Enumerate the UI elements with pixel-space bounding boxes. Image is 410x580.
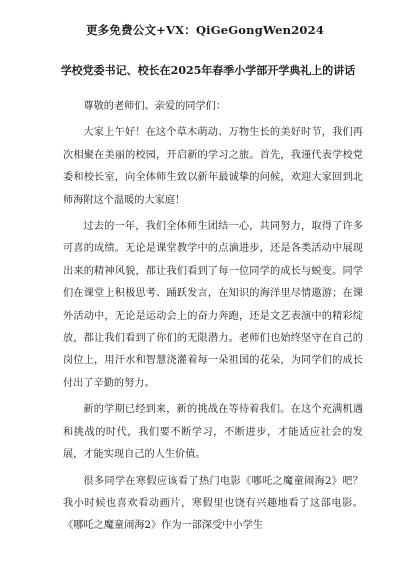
paragraph: 很多同学在寒假应该看了热门电影《哪吒之魔童闹海2》吧？我小时候也喜欢看动画片，寒假里也饶有兴趣地看了这部电影。《哪吒之魔童闹海2》作为一部深受中小学生 xyxy=(63,475,363,532)
paragraph: 新的学期已经到来，新的挑战在等待着我们。在这个充满机遇和挑战的时代，我们要不断学习，不断进步，才能适应社会的发展，才能实现自己的人生价值。 xyxy=(63,404,363,461)
document-body xyxy=(63,96,363,542)
salutation: 尊敬的老师们、亲爱的同学们： xyxy=(83,101,227,112)
paragraph: 大家上午好！在这个草木萌动、万物生长的美好时节，我们再次相聚在美丽的校园，开启新的学习之旅。首先，我谨代表学校党委和校长室，向全体师生致以新年最诚挚的问候，欢迎大家回到北师海附这个温暖的大家庭！ xyxy=(63,127,363,206)
paragraph: 过去的一年，我们全体师生团结一心，共同努力，取得了许多可喜的成绩。无论是课堂教学中的点滴进步，还是各类活动中展现出来的精神风貌，都让我们看到了每一位同学的成长与蜕变。同学们在课堂上积极思考、踊跃发言，在知识的海洋里尽情遨游；在课外活动中，无论是运动会上的奋力奔跑，还是文艺表演中的精彩绽放，都让我们看到了你们的无限潜力。老师们也始终坚守在自己的岗位上，用汗水和智慧浇灌着每一朵祖国的花朵，为同学们的成长付出了辛勤的努力。 xyxy=(63,221,363,389)
promo-banner: 更多免费公文+VX：QiGeGongWen2024 xyxy=(85,23,325,37)
document-title: 学校党委书记、校长在2025年春季小学部开学典礼上的讲话 xyxy=(60,64,356,77)
